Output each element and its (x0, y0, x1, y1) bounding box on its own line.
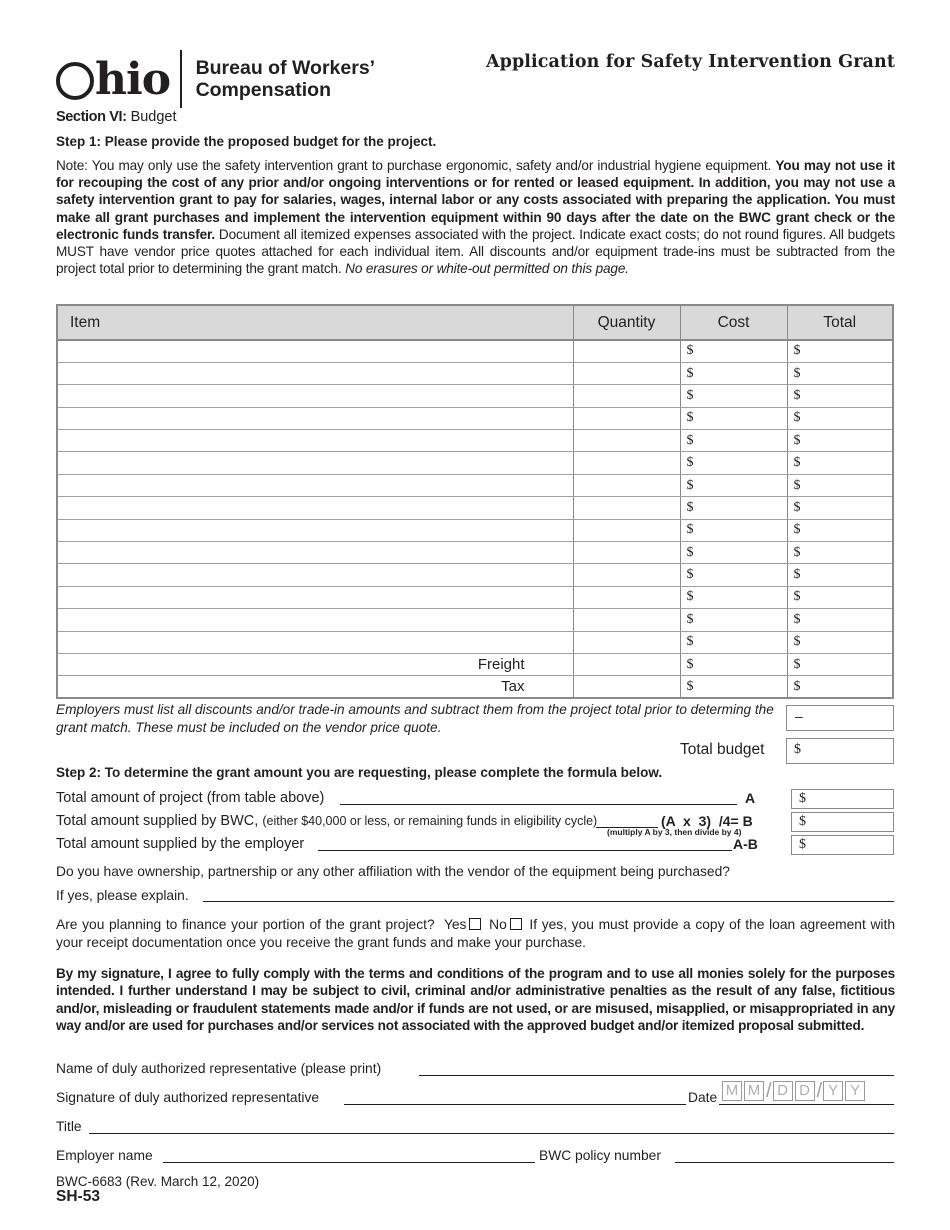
item-cell[interactable] (57, 430, 573, 452)
table-row (57, 586, 893, 608)
table-row (57, 430, 893, 452)
date-month-2[interactable]: M (744, 1081, 764, 1101)
formula-c-tag: A-B (733, 836, 758, 852)
cost-cell[interactable]: $ (680, 609, 787, 631)
cost-cell[interactable]: $ (680, 564, 787, 586)
ohio-o-circle-icon (56, 62, 94, 100)
signature-field[interactable] (344, 1104, 686, 1105)
signature-label: Signature of duly authorized representative (56, 1090, 320, 1105)
explain-label: If yes, please explain. (56, 888, 189, 903)
tax-quantity-cell[interactable] (573, 676, 680, 698)
quantity-cell[interactable] (573, 385, 680, 407)
yes-checkbox[interactable] (469, 918, 481, 930)
table-row (57, 385, 893, 407)
date-year-2[interactable]: Y (845, 1081, 865, 1101)
freight-row (57, 653, 893, 675)
table-row (57, 474, 893, 496)
item-cell[interactable] (57, 542, 573, 564)
date-month-1[interactable]: M (722, 1081, 742, 1101)
item-cell[interactable] (57, 474, 573, 496)
date-underline (719, 1104, 894, 1105)
table-row (57, 407, 893, 429)
header-cost: Cost (680, 305, 787, 340)
total-cell[interactable]: $ (787, 564, 893, 586)
quantity-cell[interactable] (573, 474, 680, 496)
note-part3: Document all itemized expenses associated with the project. Indicate exact costs; do not round figures. All budgets MUST have vendor price quotes attached for each individual item. All discounts and/or equipment trade-ins must be subtracted from the project total prior to determining the grant match. (56, 226, 896, 277)
total-budget-field[interactable]: $ (786, 738, 894, 764)
item-cell[interactable] (57, 631, 573, 653)
date-day-2[interactable]: D (795, 1081, 815, 1101)
total-cell[interactable]: $ (787, 631, 893, 653)
formula-b-subnote: (multiply A by 3, then divide by 4) (607, 827, 742, 837)
cost-cell[interactable]: $ (680, 542, 787, 564)
bwc-logo (56, 50, 375, 108)
total-cell[interactable]: $ (787, 407, 893, 429)
quantity-cell[interactable] (573, 631, 680, 653)
step1-heading: Step 1: Please provide the proposed budget for the project. (56, 134, 437, 149)
header-item: Item (57, 305, 573, 340)
bureau-name-line1: Bureau of Workers’ (195, 57, 376, 79)
item-cell[interactable] (57, 407, 573, 429)
total-cell[interactable]: $ (787, 519, 893, 541)
logo-divider (180, 50, 182, 108)
formula-row-c (56, 836, 304, 852)
section-label: Section VI: (56, 109, 127, 125)
section-heading (56, 109, 177, 125)
formula-c-label: Total amount supplied by the employer (56, 836, 305, 852)
discount-note: Employers must list all discounts and/or trade-in amounts and subtract them from the project total prior to determing the grant match. These must be included on the vendor price quote. (56, 702, 774, 735)
name-label: Name of duly authorized representative (please print) (56, 1061, 382, 1076)
total-budget-label: Total budget (680, 741, 765, 758)
quantity-cell[interactable] (573, 452, 680, 474)
name-field[interactable] (419, 1075, 894, 1076)
item-cell[interactable] (57, 362, 573, 384)
total-cell[interactable]: $ (787, 430, 893, 452)
formula-b-field[interactable]: $ (791, 812, 894, 832)
freight-label: Freight (57, 653, 573, 675)
section-name: Budget (130, 109, 177, 125)
quantity-cell[interactable] (573, 430, 680, 452)
item-cell[interactable] (57, 564, 573, 586)
date-day-1[interactable]: D (773, 1081, 793, 1101)
cost-cell[interactable]: $ (680, 430, 787, 452)
tax-total-cell[interactable]: $ (787, 676, 893, 698)
note-part2-bold: You may not use it for recouping the cost of any prior and/or ongoing interventions or for rented or leased equipment. In addition, you may not use a safety intervention grant to pay for salaries, wages, internal labor or any costs associated with preparing the application. You must make all grant purchases and implement the intervention equipment within 90 days after the date on the BWC grant check or the electronic funds transfer. (56, 158, 895, 242)
affiliation-question: Do you have ownership, partnership or any other affiliation with the vendor of the equipment being purchased? (56, 864, 730, 879)
total-cell[interactable]: $ (787, 385, 893, 407)
freight-cost-cell[interactable]: $ (680, 653, 787, 675)
policy-field[interactable] (675, 1162, 894, 1163)
policy-label: BWC policy number (539, 1148, 661, 1163)
table-row (57, 542, 893, 564)
step2-heading: Step 2: To determine the grant amount you are requesting, please complete the formula below. (56, 765, 663, 780)
formula-a-label: Total amount of project (from table above) (56, 790, 325, 806)
cost-cell[interactable]: $ (680, 474, 787, 496)
formula-b-label-small: (either $40,000 or less, or remaining funds in eligibility cycle) (262, 814, 598, 828)
table-row (57, 340, 893, 362)
item-cell[interactable] (57, 340, 573, 362)
no-checkbox[interactable] (510, 918, 522, 930)
cost-cell[interactable]: $ (680, 362, 787, 384)
total-cell[interactable]: $ (787, 362, 893, 384)
date-year-1[interactable]: Y (823, 1081, 843, 1101)
sh-code: SH-53 (56, 1188, 100, 1205)
freight-quantity-cell[interactable] (573, 653, 680, 675)
item-cell[interactable] (57, 609, 573, 631)
finance-note: If yes, you must provide a copy of the loan agreement with your receipt documentation once you receive the grant funds and make your purchase. (56, 917, 895, 950)
discount-field[interactable]: – (786, 705, 894, 731)
cost-cell[interactable]: $ (680, 519, 787, 541)
tax-label: Tax (57, 676, 573, 698)
header-total: Total (787, 305, 893, 340)
total-cell[interactable]: $ (787, 586, 893, 608)
cost-cell[interactable]: $ (680, 340, 787, 362)
form-code: BWC-6683 (Rev. March 12, 2020) (56, 1174, 260, 1189)
total-cell[interactable]: $ (787, 452, 893, 474)
formula-row-b (56, 813, 597, 829)
total-cell[interactable]: $ (787, 474, 893, 496)
employer-field[interactable] (163, 1162, 535, 1163)
tax-cost-cell[interactable]: $ (680, 676, 787, 698)
table-row (57, 497, 893, 519)
total-cell[interactable]: $ (787, 609, 893, 631)
quantity-cell[interactable] (573, 542, 680, 564)
formula-a-line[interactable] (340, 804, 737, 805)
quantity-cell[interactable] (573, 407, 680, 429)
item-cell[interactable] (57, 497, 573, 519)
cost-cell[interactable]: $ (680, 452, 787, 474)
yes-label: Yes (443, 917, 467, 932)
header-quantity: Quantity (573, 305, 680, 340)
title-field[interactable] (89, 1133, 894, 1134)
formula-a-tag: A (745, 790, 756, 806)
item-cell[interactable] (57, 519, 573, 541)
finance-question (56, 916, 895, 951)
cost-cell[interactable]: $ (680, 586, 787, 608)
finance-question-text: Are you planning to finance your portion of the grant project? (56, 917, 435, 932)
table-row (57, 519, 893, 541)
quantity-cell[interactable] (573, 340, 680, 362)
title-label: Title (56, 1119, 82, 1134)
ohio-logo (56, 50, 170, 108)
quantity-cell[interactable] (573, 564, 680, 586)
cost-cell[interactable]: $ (680, 497, 787, 519)
note-part4-italic: No erasures or white-out permitted on this page. (345, 261, 629, 277)
form-title: Application for Safety Intervention Grant (485, 52, 895, 72)
quantity-cell[interactable] (573, 362, 680, 384)
cost-cell[interactable]: $ (680, 631, 787, 653)
tax-row (57, 676, 893, 698)
budget-note (56, 157, 895, 277)
bureau-name-line2: Compensation (195, 79, 331, 101)
item-cell[interactable] (57, 586, 573, 608)
formula-b-tag: (A x 3) /4= B (661, 813, 753, 829)
note-part1: Note: You may only use the safety intervention grant to purchase ergonomic, safety and/or industrial hygiene equipment. (56, 158, 776, 173)
budget-table (56, 304, 894, 699)
quantity-cell[interactable] (573, 497, 680, 519)
quantity-cell[interactable] (573, 609, 680, 631)
total-cell[interactable]: $ (787, 497, 893, 519)
certification-statement: By my signature, I agree to fully comply with the terms and conditions of the program and to use all monies solely for the purposes intended. I further understand I may be subject to civil, criminal and/or administrative penalties as the result of any false, fictitious and/or, misleading or fraudulent statements made and/or if funds are not used, or are misused, misapplied, or misappropriated in any way and/or are used for purchases and/or services not associated with the approved budget and/or itemized proposal submitted. (56, 966, 895, 1033)
formula-row-a (56, 790, 324, 806)
explain-field[interactable] (203, 901, 894, 902)
freight-total-cell[interactable]: $ (787, 653, 893, 675)
item-cell[interactable] (57, 385, 573, 407)
table-row (57, 362, 893, 384)
date-separator: / (816, 1080, 823, 1102)
quantity-cell[interactable] (573, 586, 680, 608)
item-cell[interactable] (57, 452, 573, 474)
table-row (57, 564, 893, 586)
table-row (57, 452, 893, 474)
total-cell[interactable]: $ (787, 542, 893, 564)
ohio-logo-text: hio (95, 54, 171, 105)
date-label: Date (688, 1090, 718, 1105)
formula-c-field[interactable]: $ (791, 835, 894, 855)
date-separator: / (766, 1080, 772, 1102)
budget-table-header (57, 305, 893, 340)
formula-c-line[interactable] (318, 850, 732, 851)
formula-b-label: Total amount supplied by BWC, (56, 813, 263, 829)
formula-a-field[interactable]: $ (791, 789, 894, 809)
employer-label: Employer name (56, 1148, 153, 1163)
date-field[interactable] (722, 1081, 867, 1101)
quantity-cell[interactable] (573, 519, 680, 541)
cost-cell[interactable]: $ (680, 385, 787, 407)
table-row (57, 609, 893, 631)
table-row (57, 631, 893, 653)
bureau-name (196, 57, 376, 101)
total-cell[interactable]: $ (787, 340, 893, 362)
cost-cell[interactable]: $ (680, 407, 787, 429)
no-label: No (489, 917, 507, 932)
